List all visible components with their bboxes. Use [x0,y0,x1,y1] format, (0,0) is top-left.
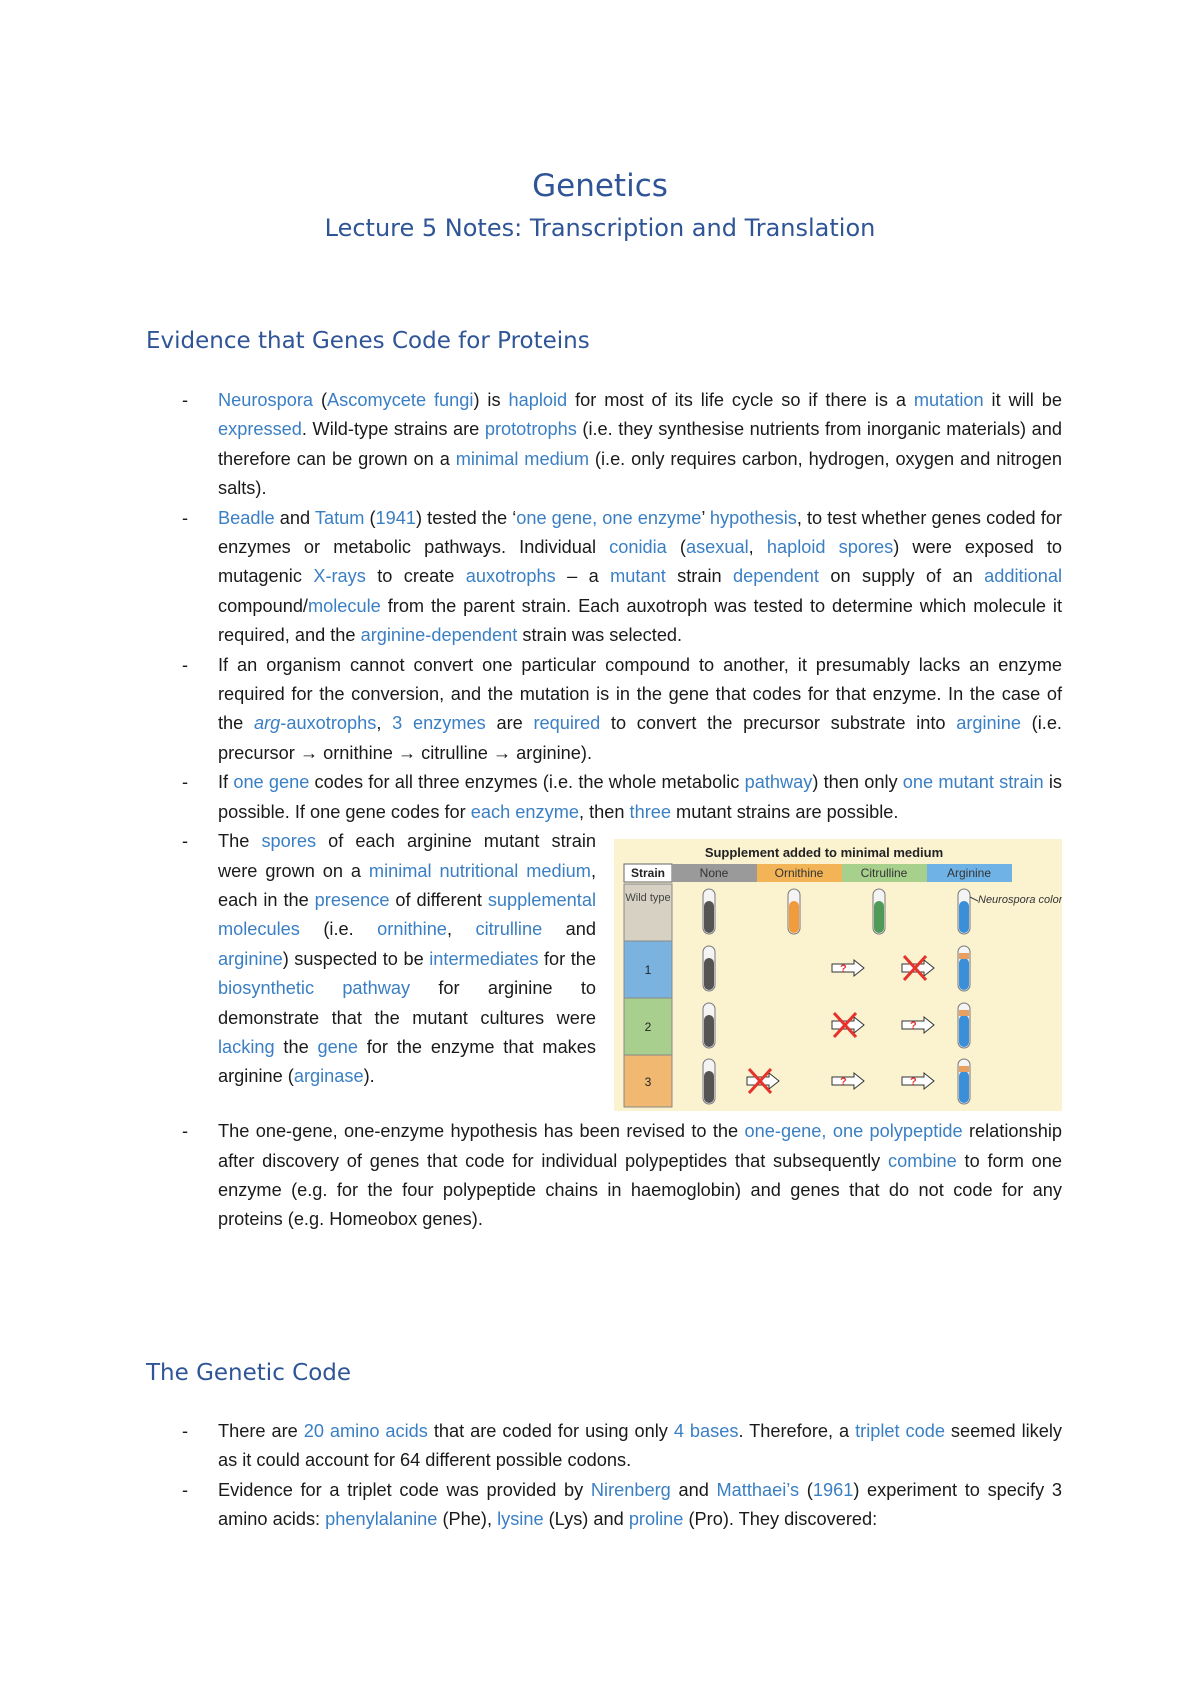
text-run: (Phe), [437,1509,498,1530]
text-run: (Pro). They discovered: [683,1509,878,1530]
key-term: one-gene, one polypeptide [744,1121,963,1142]
text-run: seemed likely as it could account for 64 different possible codons. [218,1421,1062,1471]
text-run: (i.e. [299,919,378,940]
text-run: compound/ [218,595,308,616]
text-run: ( [666,537,686,558]
text-run: from the parent strain. Each auxotroph was tested to determine which molecule it required, and the [218,595,1062,646]
text-run: to convert the precursor substrate into [600,713,957,734]
text-run: strain [665,566,733,587]
text-run: ) were exposed to mutagenic [218,537,1062,587]
text-run: strain was selected. [517,625,683,646]
key-term: combine [888,1150,957,1171]
key-term: gene [317,1036,358,1057]
text-run: If an organism cannot convert one particular compound to another, it presumably lacks an enzyme required for the conversion, and the mutation is in the gene that codes for that enzyme. In the case of the [218,654,1062,734]
text-run: ) suspected to be [282,948,430,969]
key-term: proline [628,1509,684,1530]
key-term: conidia [609,537,667,558]
text-run: that are coded for using only [427,1421,674,1441]
text-run: (i.e. they synthesise nutrients from inorganic materials) and therefore can be grown on a [218,419,1062,469]
bullet-text [218,831,596,1086]
text-run: and [274,507,315,528]
row-label-1-text: 1 [644,963,652,978]
key-term: minimal nutritional medium [368,860,591,881]
key-term: mutation [913,390,984,410]
key-term: ornithine [377,919,447,940]
key-term: phenylalanine [325,1509,438,1530]
key-term: Nirenberg [590,1479,671,1500]
text-run: – a [555,566,611,587]
text-run: The [218,831,262,852]
bullet-item [182,386,1062,504]
bullet-item [182,1417,1062,1476]
bullet-item [182,1117,1062,1235]
genetic-code-bullet-list [182,1417,1062,1535]
key-term: intermediates [429,948,539,969]
key-term: dependent [733,566,819,587]
key-term: each enzyme [470,801,579,822]
text-run: codes for all three enzymes (i.e. the whole metabolic [309,772,745,793]
key-term: spores [261,831,317,852]
key-term: Matthaei’s [716,1479,800,1500]
key-term: biosynthetic pathway [218,978,411,999]
key-term: auxotrophs [465,566,556,587]
key-term: minimal medium [455,448,589,469]
text-run: (Lys) and [543,1509,629,1530]
key-term: additional [984,566,1062,587]
key-term: arg [254,713,281,734]
text-run: . Wild-type strains are [301,419,485,440]
test-tube [958,889,970,934]
text-run: , [748,537,767,558]
key-term: citrulline [475,919,543,940]
key-term: haploid spores [766,537,894,558]
text-run: If [218,772,234,793]
text-run: the [274,1036,318,1057]
text-run: ) then only [812,772,903,793]
text-run: ) tested the ‘ [416,507,517,528]
text-run: (i.e. only requires carbon, hydrogen, oxygen and nitrogen salts). [218,448,1062,499]
bullet-item [182,768,1062,827]
key-term: arginase [293,1066,364,1087]
colony-label: Neurospora colony [978,894,1062,907]
test-tube [788,889,800,934]
text-run: , to test whether genes coded for enzymes or metabolic pathways. Individual [218,507,1062,558]
text-run: (i.e. precursor → ornithine → citrulline → arginine). [218,713,1062,763]
test-tube [958,1003,970,1048]
test-tube [958,946,970,991]
key-term: 1961 [812,1479,854,1500]
section-heading-evidence: Evidence that Genes Code for Proteins [146,328,590,354]
evidence-bullet-list [182,386,1062,1235]
text-run: ( [799,1479,813,1500]
test-tube [703,946,715,991]
svg-text:?: ? [910,1020,917,1033]
text-run: The one-gene, one-enzyme hypothesis has been revised to the [218,1121,745,1142]
text-run: for most of its life cycle so if there is a [567,390,914,410]
text-run: relationship after discovery of genes that code for individual polypeptides that subsequently [218,1121,1062,1171]
text-run: ) experiment to specify 3 amino acids: [218,1479,1062,1530]
key-term: mutant [610,566,666,587]
key-term: prototrophs [484,419,577,440]
column-header-arginine: Arginine [946,866,992,881]
svg-text:?: ? [910,1076,917,1089]
text-run: , each in the [218,860,596,910]
key-term: Neurospora [218,390,314,410]
key-term: required [533,713,601,734]
text-run: mutant strains are possible. [671,801,899,822]
key-term: three [629,801,671,822]
text-run: ). [363,1066,375,1087]
key-term: 3 enzymes [392,713,486,734]
key-term: arginine [218,948,283,969]
key-term: hypothesis [709,507,797,528]
svg-text:?: ? [840,963,847,976]
key-term: arginine-dependent [360,625,518,646]
text-run: for the enzyme that makes arginine ( [218,1036,596,1087]
key-term: asexual [685,537,749,558]
figure-title: - Supplement added to minimal medium [704,845,944,861]
text-run: , then [578,801,630,822]
text-run: to create [365,566,466,587]
text-run: for the [538,948,596,969]
column-header-strain: Strain [630,866,666,881]
key-term: triplet code [855,1421,945,1441]
text-run: ’ [701,507,710,528]
key-term: haploid [508,390,568,410]
test-tube [703,1003,715,1048]
text-run: , [376,713,393,734]
key-term: one gene [233,772,310,793]
key-term: lacking [218,1036,275,1057]
text-run: Evidence for a triplet code was provided by [218,1479,591,1500]
key-term: arginine [956,713,1021,734]
text-run: and [670,1479,717,1500]
text-run: of each arginine mutant strain were grown on a [218,831,596,881]
text-run: it will be [983,390,1062,410]
key-term: -auxotrophs [280,713,377,734]
key-term: one mutant strain [902,772,1044,793]
document-subtitle: Lecture 5 Notes: Transcription and Translation [324,214,876,242]
key-term: X-rays [313,566,366,587]
svg-text:?: ? [840,1076,847,1089]
text-run: ( [313,390,328,410]
column-header-ornithine: Ornithine [774,866,824,881]
test-tube [703,889,715,934]
key-term: presence [314,889,390,910]
text-run: on supply of an [818,566,985,587]
test-tube [873,889,885,934]
test-tube [703,1059,715,1104]
text-run: of different [389,889,488,910]
text-run: to form one enzyme (e.g. for the four polypeptide chains in haemoglobin) and genes that do not code for any proteins (e.g. Homeobox genes). [218,1150,1062,1230]
key-term: one gene, one enzyme [516,507,702,528]
key-term: pathway [744,772,813,793]
text-run: , [446,919,476,940]
key-term: Ascomycete fungi [327,390,474,410]
bullet-item [182,504,1062,651]
text-run: is possible. If one gene codes for [218,772,1062,822]
test-tube [958,1059,970,1104]
bullet-item [182,651,1062,769]
row-label-3-text: 3 [644,1075,652,1090]
text-run: ) is [473,390,509,410]
neurospora-figure [614,839,1062,1111]
row-label-wild-type-text: Wild type [625,892,671,905]
key-term: 1941 [375,507,417,528]
key-term: 4 bases [673,1421,739,1441]
text-run: . Therefore, a [738,1421,856,1441]
bullet-item [182,827,1062,1117]
key-term: expressed [218,419,302,440]
key-term: Beadle [218,507,275,528]
section-heading-genetic-code: The Genetic Code [146,1360,352,1386]
column-header-none: None [699,866,729,881]
key-term: Tatum [314,507,365,528]
key-term: 20 amino acids [303,1421,428,1441]
column-header-citrulline: Citrulline [860,866,908,881]
text-run: ( [364,507,376,528]
row-label-2-text: 2 [644,1020,652,1035]
text-run: There are [218,1421,304,1441]
text-run: for arginine to demonstrate that the mutant cultures were [218,978,596,1028]
text-run: are [485,713,534,734]
key-term: supplemental molecules [218,889,596,940]
document-title: Genetics [532,168,668,204]
bullet-item [182,1476,1062,1535]
key-term: molecule [308,595,381,616]
text-run: and [542,919,596,940]
key-term: lysine [497,1509,544,1530]
